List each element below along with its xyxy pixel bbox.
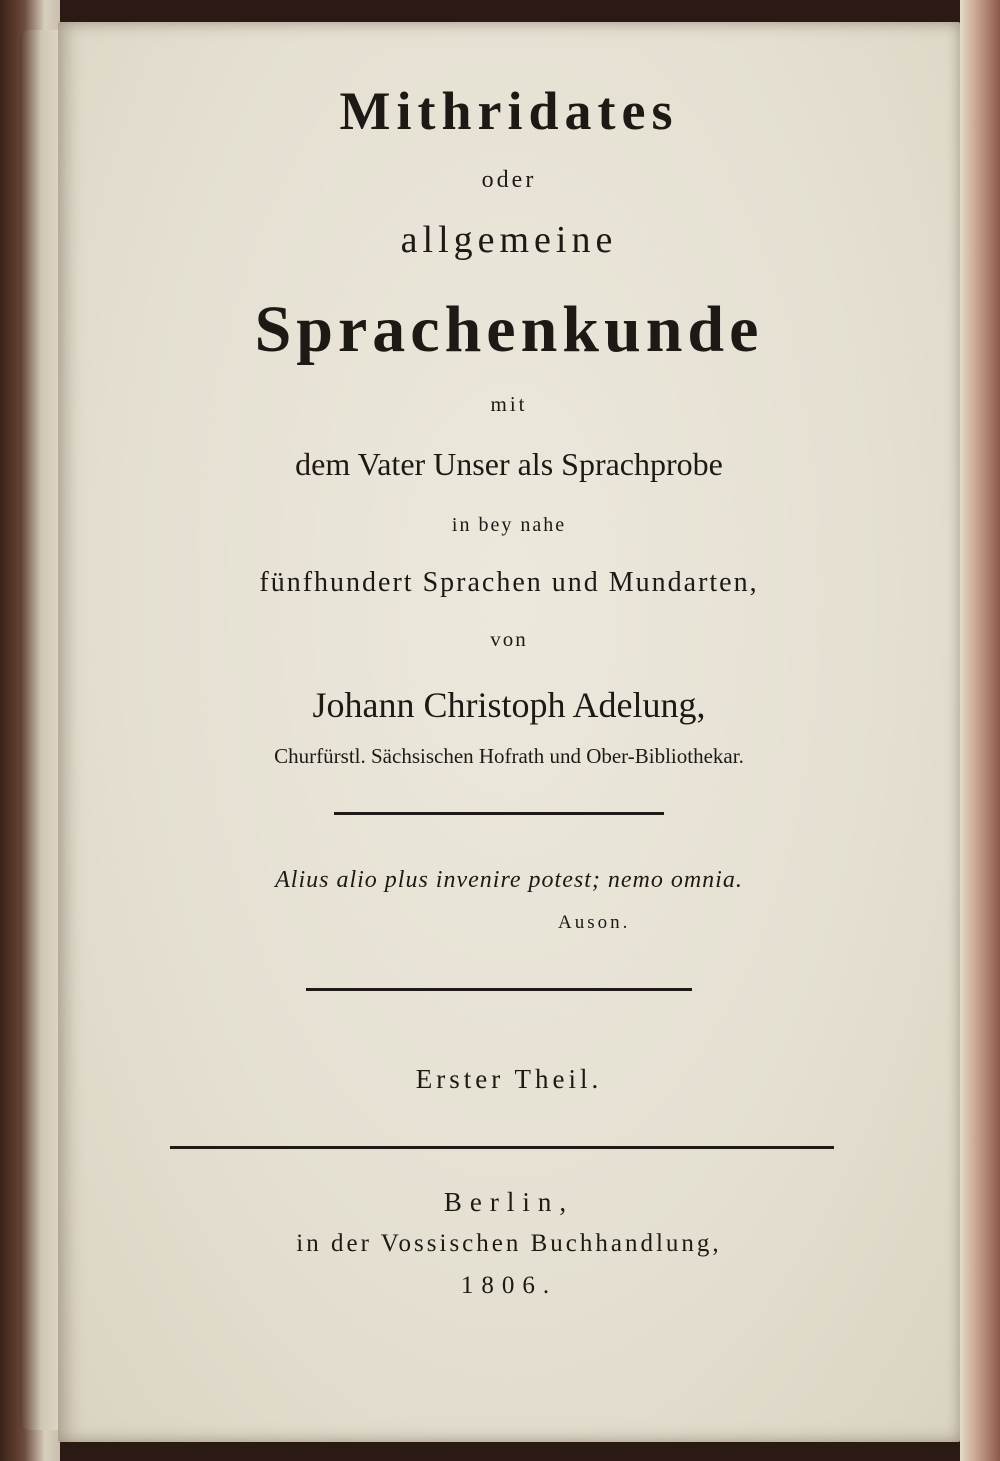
subtitle-oder: oder [481,167,537,193]
subtitle-fuenfhundert: fünfhundert Sprachen und Mundarten, [259,567,759,598]
subtitle-von: von [490,627,528,651]
divider-rule-1 [334,812,664,815]
subtitle-allgemeine: allgemeine [400,219,618,261]
subtitle-sprachenkunde: Sprachenkunde [254,293,764,366]
subtitle-in-bey-nahe: in bey nahe [451,514,567,536]
main-title: Mithridates [339,81,679,141]
subtitle-vater-unser: dem Vater Unser als Sprachprobe [295,446,723,482]
imprint-year: 1806. [460,1272,558,1299]
imprint-publisher: in der Vossischen Buchhandlung, [296,1230,722,1257]
imprint-city: Berlin, [443,1187,575,1217]
book-left-page-edge [20,30,62,1430]
motto: Alius alio plus invenire potest; nemo omnia. [275,867,743,893]
subtitle-mit: mit [490,392,528,416]
author-name: Johann Christoph Adelung, [312,685,706,725]
divider-rule-2 [306,988,692,991]
book-right-cover [960,0,1000,1461]
volume-label: Erster Theil. [415,1064,603,1094]
author-title: Churfürstl. Sächsischen Hofrath und Ober-Bibliothekar. [274,744,744,768]
divider-rule-3 [170,1146,834,1149]
motto-source: Auson. [558,912,631,933]
